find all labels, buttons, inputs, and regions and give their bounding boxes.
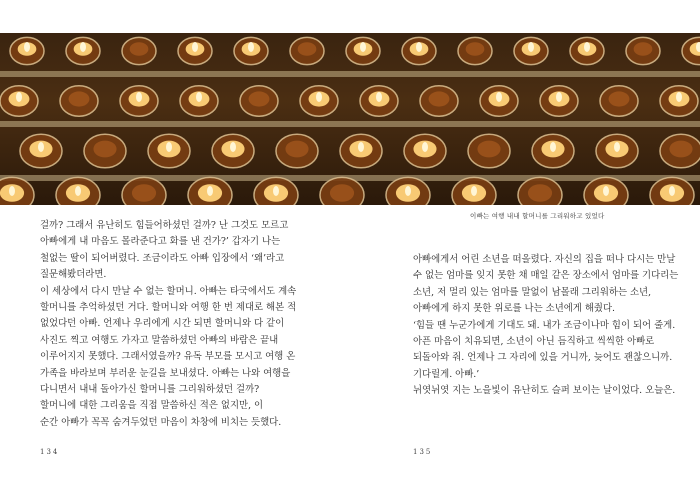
text-line: 철없는 딸이 되어버렸다. 조금이라도 아빠 입장에서 ‘왜’라고 xyxy=(40,252,285,264)
text-line: 되돌아와 줘. 언제나 그 자리에 있을 거니까, 늦어도 괜찮으니까. xyxy=(413,352,673,364)
text-line: 할머니를 추억하셨던 거다. 할머니와 여행 한 번 제대로 해본 적 xyxy=(40,302,297,314)
text-line: 사진도 찍고 여행도 가자고 말씀하셨던 아빠의 바람은 끝내 xyxy=(40,334,279,346)
text-line: 아빠에게서 어린 소년을 떠올렸다. 자신의 집을 떠나 다시는 만날 xyxy=(413,254,676,265)
page-number-left: 134 xyxy=(40,448,60,456)
text-line: 소년, 저 멀리 있는 엄마를 말없이 남몰래 그리워하는 소년, xyxy=(413,286,652,298)
candles-photo xyxy=(0,33,700,205)
text-line: 가족을 바라보며 부러운 눈길을 보내셨다. 아빠는 나와 여행을 xyxy=(40,367,291,379)
text-line: 다니면서 내내 돌아가신 할머니를 그리워하셨던 걸까? xyxy=(40,384,260,396)
text-line: 아빠에게 하지 못한 위로를 나는 소년에게 해줬다. xyxy=(413,303,615,315)
text-line: 이 세상에서 다시 만날 수 없는 할머니. 아빠는 타국에서도 계속 xyxy=(40,285,297,297)
page-number-right: 135 xyxy=(413,448,433,456)
text-line: 아빠에게 내 마음도 몰라준다고 화를 낸 건가?’ 갑자기 나는 xyxy=(40,236,281,248)
text-line: 질문해봤더라면. xyxy=(40,269,107,281)
text-line: 걸까? 그래서 유난히도 힘들어하셨던 걸까? 난 그것도 모르고 xyxy=(40,220,289,231)
text-line: 아픈 마음이 치유되면, 소년이 아닌 듬직하고 씩씩한 아빠로 xyxy=(413,336,655,348)
left-page-text xyxy=(40,218,310,431)
text-line: 수 없는 엄마를 잊지 못한 채 매일 같은 장소에서 엄마를 기다리는 xyxy=(413,270,679,282)
text-line: 이루어지지 못했다. 그래서였을까? 유독 부모를 모시고 여행 온 xyxy=(40,351,296,363)
right-page-text xyxy=(413,252,683,400)
text-line: 없었다던 아빠. 언제나 우리에게 시간 되면 할머니와 다 같이 xyxy=(40,318,285,330)
text-line: 순간 아빠가 꼭꼭 숨겨두었던 마음이 차창에 비치는 듯했다. xyxy=(40,416,282,428)
photo-caption: 이빠는 여행 내내 할머니를 그리워하고 있었다 xyxy=(470,212,605,220)
text-line: 할머니에 대한 그리움을 직접 말씀하신 적은 없지만, 이 xyxy=(40,400,264,412)
text-line: 기다릴게. 아빠.’ xyxy=(413,368,480,380)
text-line: ‘힘들 땐 누군가에게 기대도 돼. 내가 조금이나마 힘이 되어 줄게. xyxy=(413,319,676,331)
candles-icon xyxy=(0,33,700,205)
text-line: 뉘엿뉘엿 지는 노을빛이 유난히도 슬퍼 보이는 날이었다. 오늘은. xyxy=(413,385,676,397)
